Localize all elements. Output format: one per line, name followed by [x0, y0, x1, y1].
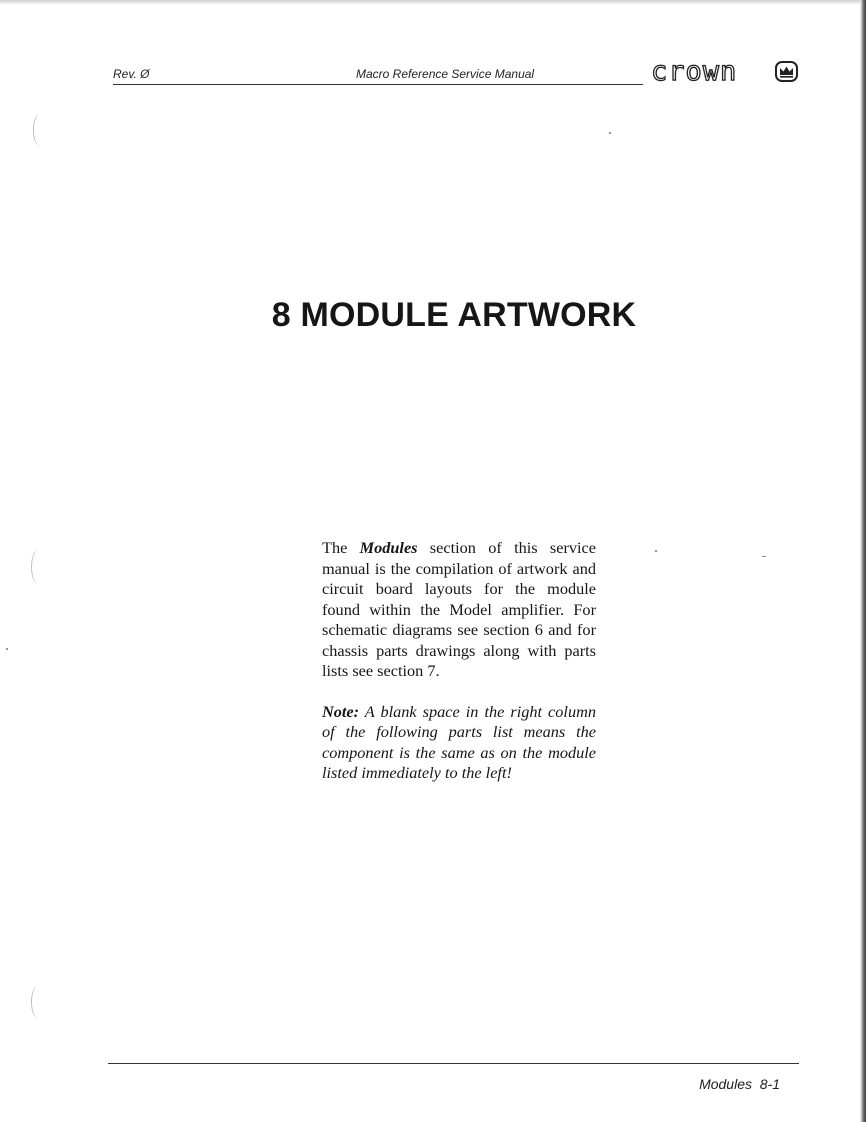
- page-header: [113, 56, 800, 88]
- scan-speck: [762, 556, 766, 557]
- binder-hole-mark: [33, 113, 48, 147]
- note-text: A blank space in the right column of the following parts list means the component is the same as on the module listed immediately to the left!: [322, 701, 596, 782]
- chapter-title: 8 MODULE ARTWORK: [271, 296, 637, 334]
- header-rule: [113, 84, 643, 85]
- revision-label: Rev. Ø: [113, 67, 150, 81]
- note-label: Note:: [322, 701, 360, 721]
- binder-hole-mark: [31, 550, 46, 584]
- scan-speck: [609, 132, 611, 134]
- intro-paragraph: [322, 538, 596, 682]
- intro-text-after: section of this service manual is the compilation of artwork and circuit board layouts for the module found within the Model amplifier. For schematic diagrams see section 6 and for chassis parts drawings along with parts lists see section 7.: [322, 538, 596, 680]
- modules-emphasis: Modules: [359, 538, 418, 557]
- scan-speck: [655, 550, 657, 552]
- crown-logo: [651, 56, 801, 87]
- binder-hole-mark: [31, 985, 46, 1019]
- intro-text: [322, 538, 596, 804]
- scan-speck: [6, 648, 8, 650]
- scan-edge-top: [0, 0, 866, 5]
- manual-title: Macro Reference Service Manual: [356, 67, 535, 81]
- crown-icon: [775, 61, 798, 82]
- page-number: Modules 8-1: [699, 1076, 780, 1092]
- intro-text-before: The: [322, 538, 360, 557]
- logo-wordmark: crown: [651, 56, 738, 87]
- note-paragraph: [322, 702, 596, 784]
- footer-rule: [108, 1063, 799, 1064]
- scan-edge-right: [860, 0, 866, 1122]
